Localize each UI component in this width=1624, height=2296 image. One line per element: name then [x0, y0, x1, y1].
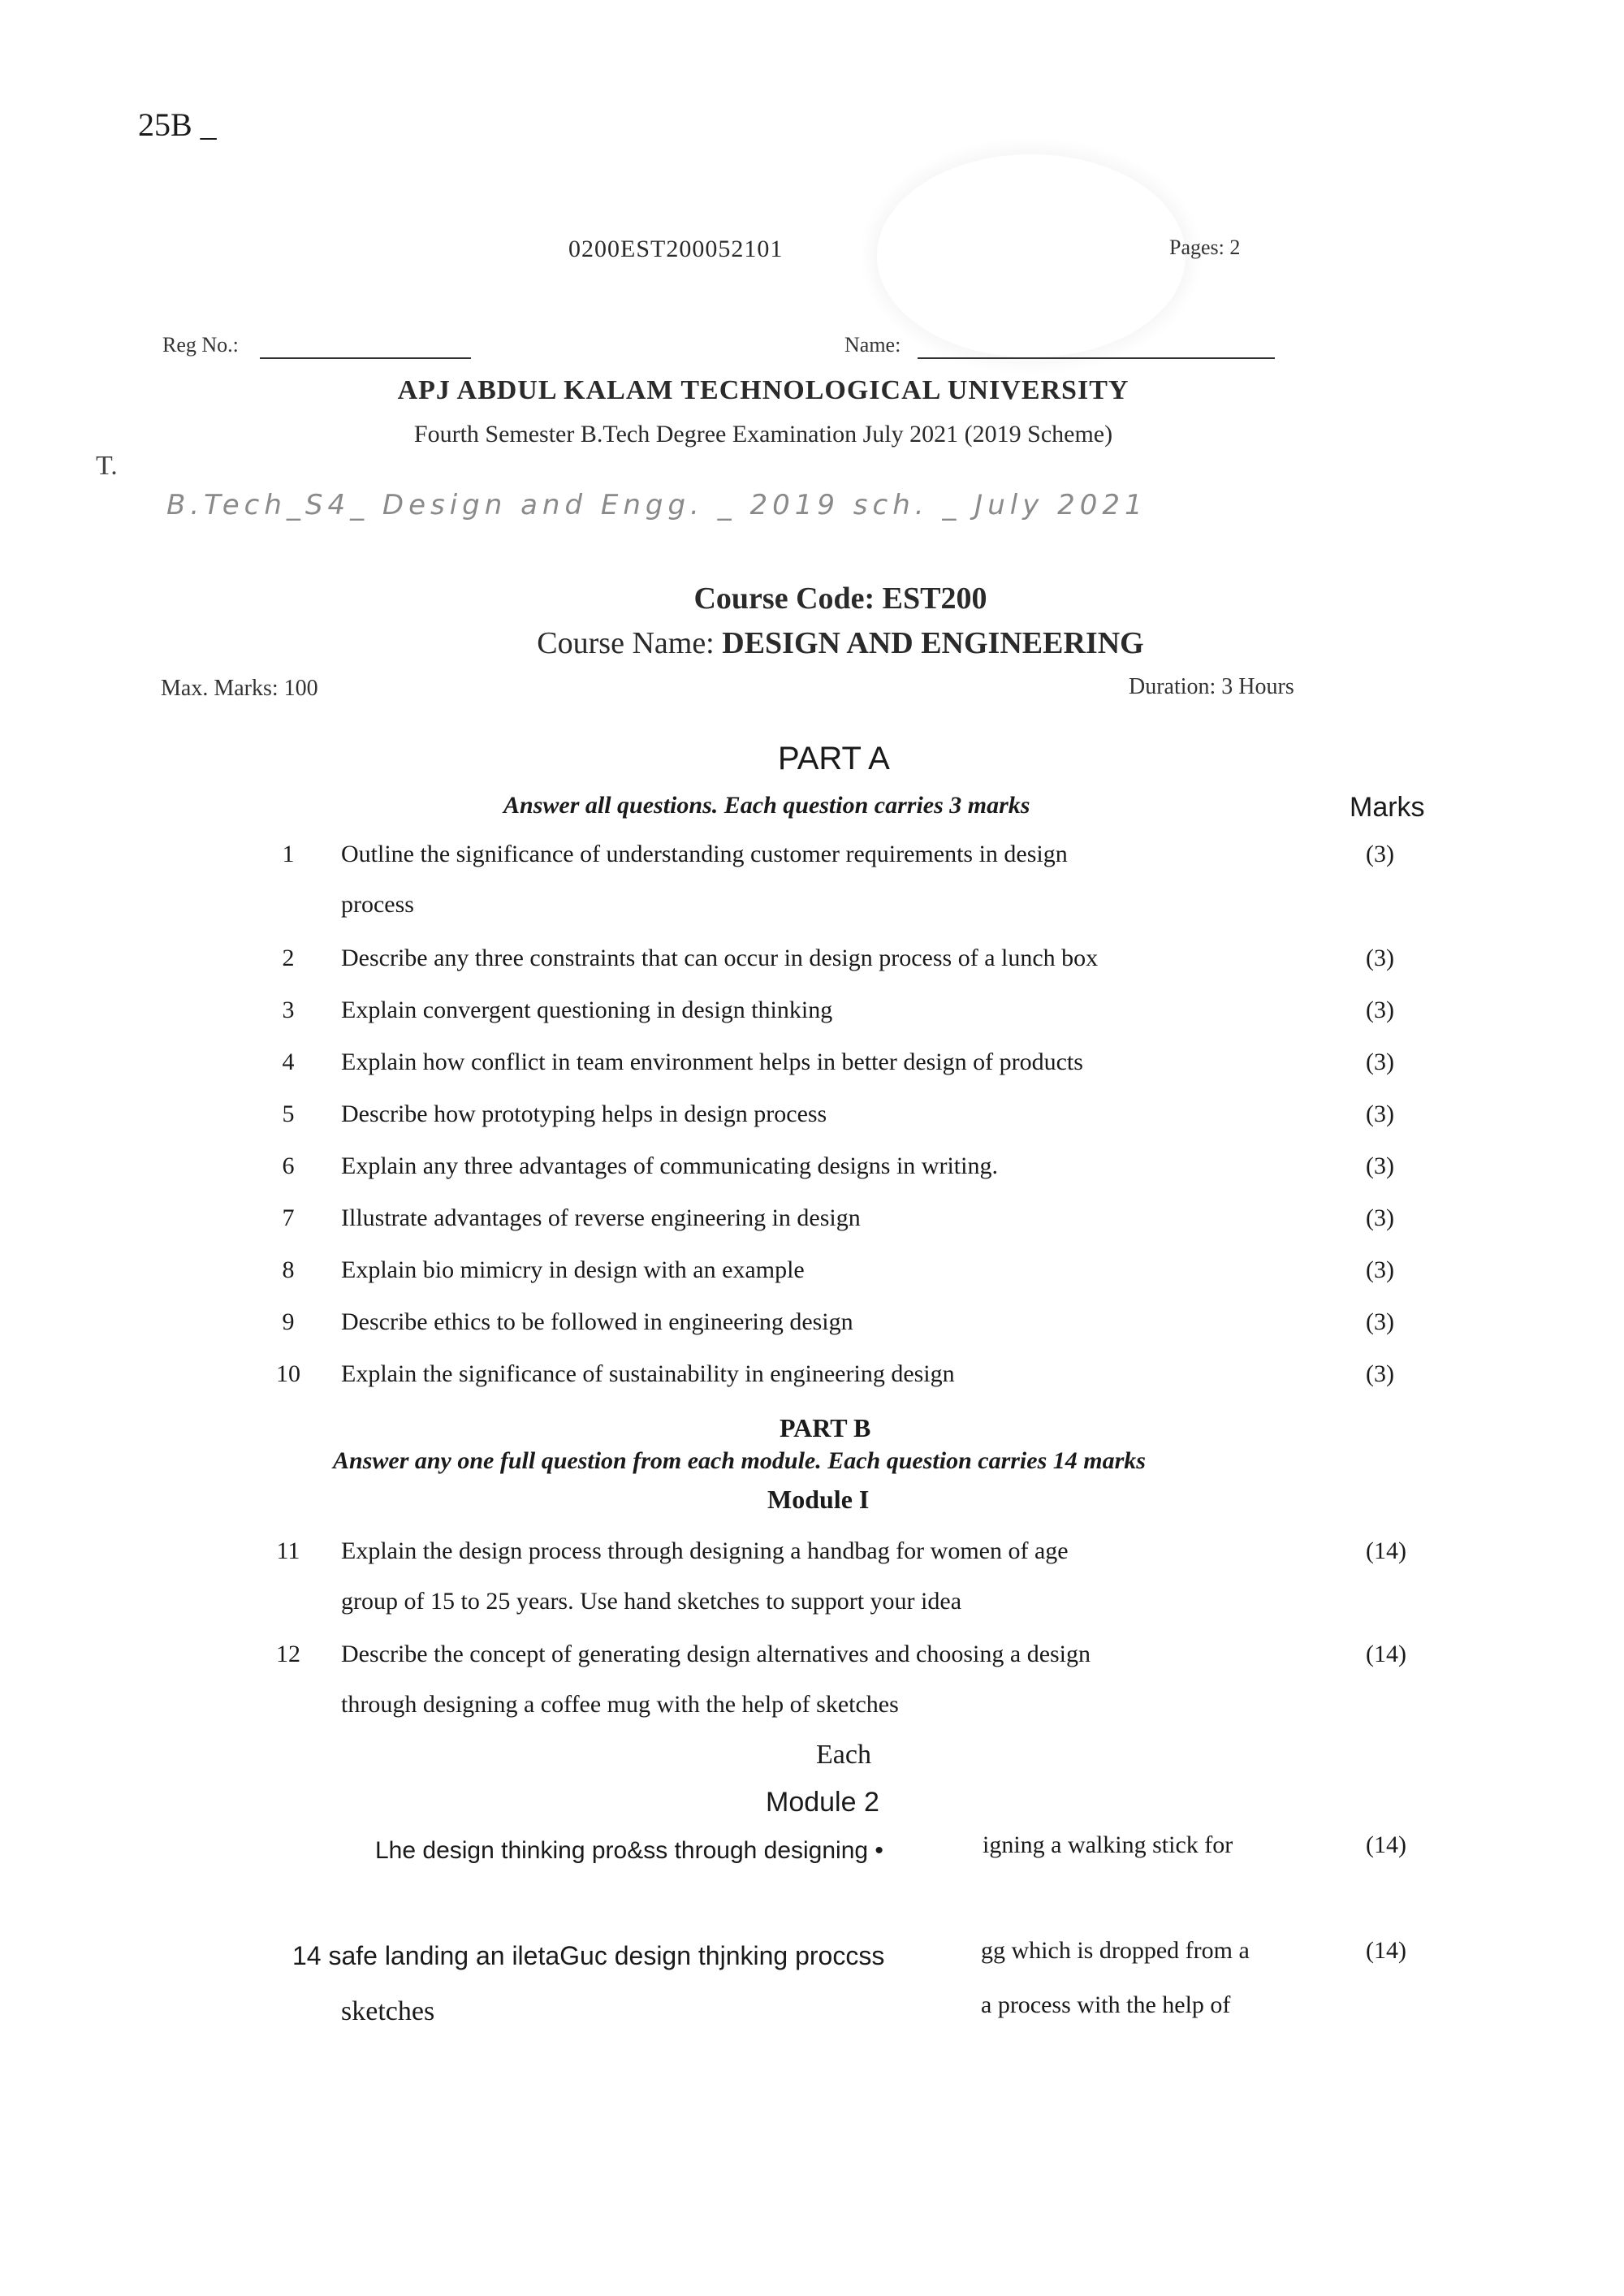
name-label: Name: [844, 333, 901, 357]
question-number: 11 [276, 1537, 300, 1564]
exam-title: Fourth Semester B.Tech Degree Examination July 2021 (2019 Scheme) [413, 421, 1113, 448]
question-row [0, 841, 1624, 918]
question-text: Explain the significance of sustainability in engineering design [341, 1360, 955, 1387]
question-text: Explain any three advantages of communicating designs in writing. [341, 1152, 998, 1179]
question-row [0, 1152, 1624, 1201]
question-marks: (3) [1366, 841, 1394, 867]
question-marks: (14) [1366, 1537, 1406, 1564]
question-marks: (3) [1366, 997, 1394, 1023]
duration: Duration: 3 Hours [1129, 674, 1294, 699]
question-row [0, 945, 1624, 993]
question-paper-code: 0200EST200052101 [568, 236, 784, 262]
part-a-title: PART A [778, 741, 890, 776]
question-number: 5 [282, 1100, 295, 1127]
ocr-sketches: sketches [341, 1996, 435, 2026]
reg-no-line [260, 357, 471, 359]
question-marks: (3) [1366, 1049, 1394, 1075]
question-14-fragment-cont: a process with the help of [981, 1991, 1231, 2018]
question-marks: (3) [1366, 1204, 1394, 1231]
name-line [918, 357, 1275, 359]
question-text-cont: process [341, 891, 414, 918]
redaction-blob [877, 154, 1186, 357]
question-text-cont: through designing a coffee mug with the help of sketches [341, 1691, 899, 1718]
ocr-question-13: Lhe design thinking pro&ss through designing • [375, 1837, 883, 1864]
course-name-prefix: Course Name: [537, 626, 715, 660]
course-code: Course Code: EST200 [693, 582, 987, 616]
question-row [0, 1308, 1624, 1357]
module-2-heading: Module 2 [766, 1787, 879, 1818]
university-name: APJ ABDUL KALAM TECHNOLOGICAL UNIVERSITY [397, 375, 1129, 405]
question-row [0, 1360, 1624, 1409]
question-14-fragment: gg which is dropped from a [981, 1937, 1250, 1964]
question-row [0, 1100, 1624, 1149]
question-row [0, 1256, 1624, 1305]
question-number: 9 [282, 1308, 295, 1335]
course-name [0, 625, 1624, 661]
question-number: 4 [282, 1049, 295, 1075]
question-text: Outline the significance of understanding customer requirements in design [341, 841, 1068, 867]
question-number: 12 [276, 1641, 300, 1667]
question-text: Describe any three constraints that can occur in design process of a lunch box [341, 945, 1099, 971]
question-row [0, 1641, 1624, 1718]
module-1-heading: Module I [767, 1485, 870, 1514]
question-marks: (3) [1366, 1360, 1394, 1387]
question-marks: (3) [1366, 1256, 1394, 1283]
question-marks: (3) [1366, 945, 1394, 971]
question-row [0, 997, 1624, 1045]
question-text: Explain the design process through designing a handbag for women of age [341, 1537, 1069, 1564]
marks-heading: Marks [1350, 792, 1425, 823]
question-text: Describe how prototyping helps in design process [341, 1100, 827, 1127]
question-text: Illustrate advantages of reverse engineering in design [341, 1204, 861, 1231]
part-b-title: PART B [780, 1413, 871, 1442]
question-number: 1 [282, 841, 295, 867]
question-text: Describe the concept of generating design alternatives and choosing a design [341, 1641, 1091, 1667]
question-text: Explain how conflict in team environment helps in better design of products [341, 1049, 1083, 1075]
reg-no-label: Reg No.: [162, 333, 239, 357]
question-marks: (14) [1366, 1937, 1406, 1964]
question-text-cont: group of 15 to 25 years. Use hand sketches to support your idea [341, 1588, 962, 1615]
page-count: Pages: 2 [1169, 236, 1241, 259]
page-code: 25B _ [138, 106, 217, 143]
question-row [0, 1049, 1624, 1097]
question-number: 10 [276, 1360, 300, 1387]
course-name-value: DESIGN AND ENGINEERING [722, 626, 1144, 660]
question-text: Explain convergent questioning in design thinking [341, 997, 833, 1023]
question-row [0, 1204, 1624, 1253]
ocr-each: Each [816, 1740, 871, 1770]
margin-mark: T. [96, 451, 118, 481]
part-b-instruction: Answer any one full question from each module. Each question carries 14 marks [333, 1447, 1146, 1474]
question-number: 6 [282, 1152, 295, 1179]
question-text: Explain bio mimicry in design with an example [341, 1256, 805, 1283]
question-marks: (14) [1366, 1831, 1406, 1858]
handwritten-note: B.Tech_S4_ Design and Engg. _ 2019 sch. _ July 2021 [166, 489, 1147, 521]
question-number: 2 [282, 945, 295, 971]
question-marks: (3) [1366, 1308, 1394, 1335]
question-number: 7 [282, 1204, 295, 1231]
part-a-instruction: Answer all questions. Each question carries 3 marks [503, 792, 1030, 819]
max-marks: Max. Marks: 100 [161, 676, 318, 701]
question-marks: (3) [1366, 1100, 1394, 1127]
question-number: 8 [282, 1256, 295, 1283]
question-text: Describe ethics to be followed in engineering design [341, 1308, 853, 1335]
ocr-question-14: 14 safe landing an iletaGuc design thjnking proccss [292, 1941, 885, 1970]
question-number: 3 [282, 997, 295, 1023]
question-marks: (14) [1366, 1641, 1406, 1667]
question-13-fragment: igning a walking stick for [983, 1831, 1233, 1858]
question-row [0, 1537, 1624, 1615]
question-marks: (3) [1366, 1152, 1394, 1179]
